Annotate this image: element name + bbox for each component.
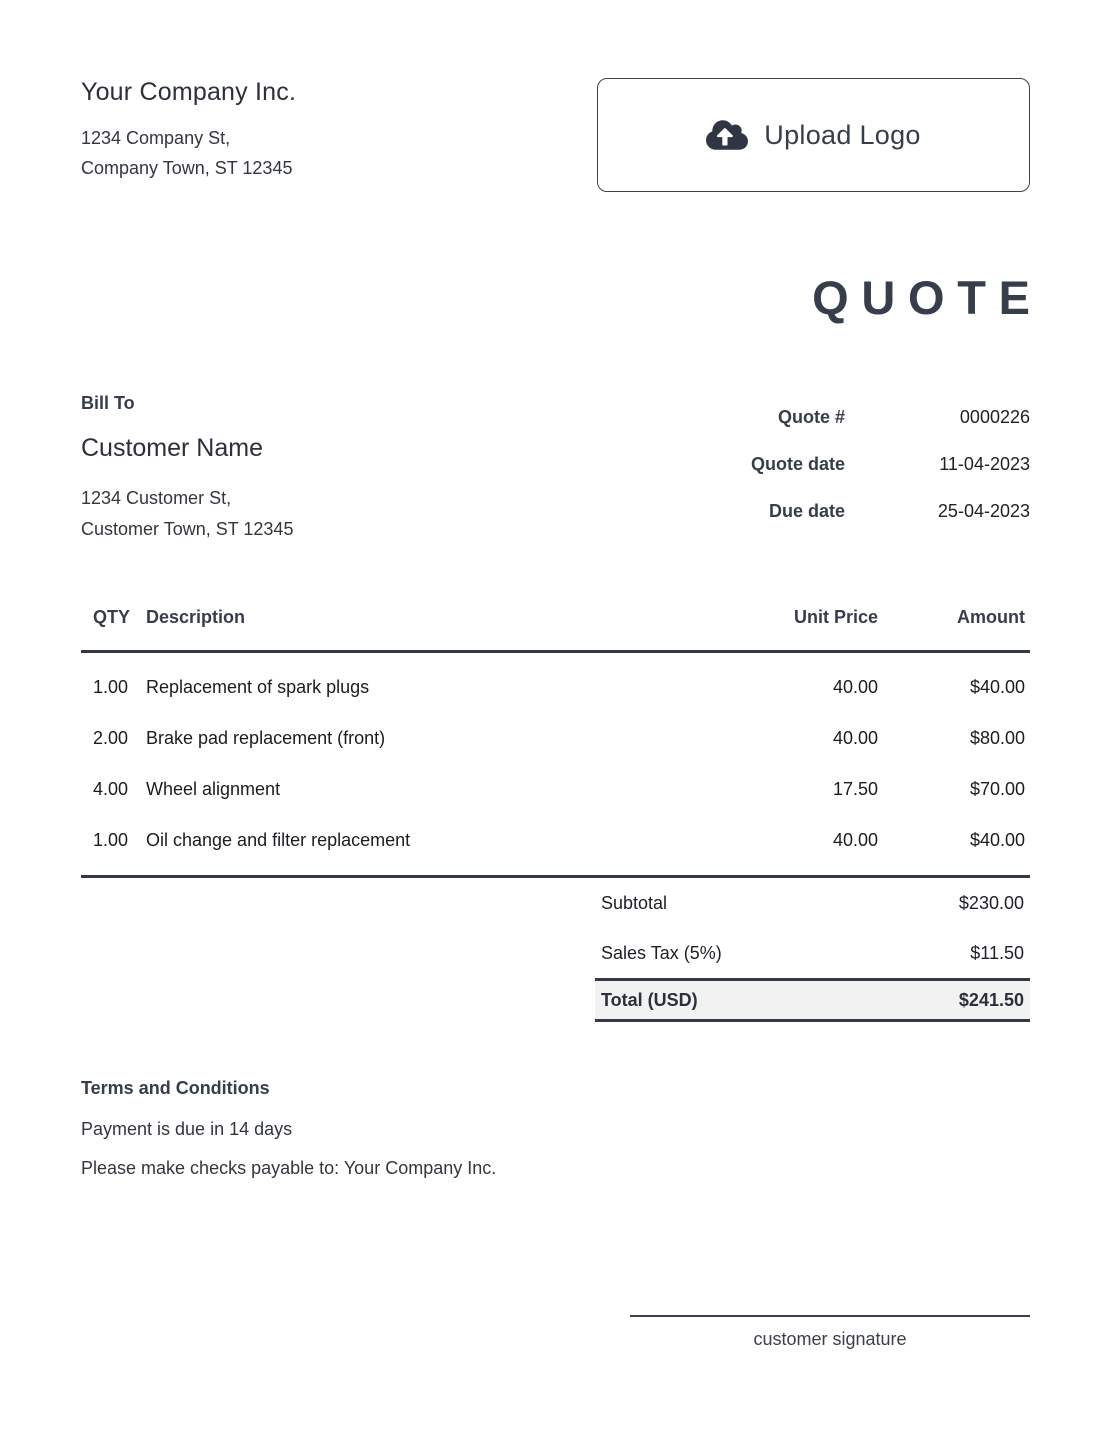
company-name: Your Company Inc. [81,78,297,106]
upload-logo-button[interactable] [597,78,1030,192]
signature-line [630,1315,1030,1317]
item-qty: 2.00 [93,728,129,748]
item-description: Oil change and filter replacement [146,830,411,850]
header [81,78,1030,192]
customer-address [81,483,293,545]
total-label: Total (USD) [601,989,698,1010]
customer-address-line2: Customer Town, ST 12345 [81,519,294,539]
subtotal-value: $230.00 [958,892,1024,913]
item-description: Wheel alignment [146,779,281,799]
item-qty: 1.00 [93,677,129,697]
sales-tax-value: $11.50 [970,942,1024,963]
unit-price-column-header: Unit Price [708,607,878,652]
item-amount: $80.00 [969,728,1025,748]
quote-number-value: 0000226 [959,407,1030,427]
signature-section [630,1315,1030,1350]
totals-section [595,878,1030,1022]
total-row [595,978,1030,1022]
due-date-value: 25-04-2023 [937,501,1030,521]
item-amount: $40.00 [969,830,1025,850]
company-address-line1: 1234 Company St, [81,128,231,148]
table-row [81,815,1030,875]
upload-logo-label: Upload Logo [764,119,921,150]
bill-to-section [81,393,293,545]
item-unit-price: 17.50 [832,779,878,799]
total-value: $241.50 [958,989,1024,1010]
signature-label: customer signature [753,1329,907,1349]
subtotal-label: Subtotal [601,892,668,913]
terms-heading: Terms and Conditions [81,1078,270,1098]
item-unit-price: 40.00 [832,677,878,697]
quote-meta [751,407,1030,522]
item-description: Replacement of spark plugs [146,677,370,697]
company-address [81,123,296,183]
items-table-header-row [81,607,1030,652]
subtotal-row [595,878,1030,928]
info-row [81,393,1030,545]
terms-line1: Payment is due in 14 days [81,1119,293,1139]
description-column-header: Description [133,607,708,652]
item-unit-price: 40.00 [832,830,878,850]
company-address-line2: Company Town, ST 12345 [81,158,293,178]
table-row [81,652,1030,714]
item-qty: 4.00 [93,779,129,799]
sales-tax-label: Sales Tax (5%) [601,942,722,963]
item-qty: 1.00 [93,830,129,850]
customer-name: Customer Name [81,434,263,462]
table-row [81,764,1030,815]
due-date-label: Due date [768,501,845,521]
table-row [81,713,1030,764]
item-amount: $70.00 [969,779,1025,799]
amount-column-header: Amount [878,607,1030,652]
company-info [81,78,296,183]
items-table [81,607,1030,875]
sales-tax-row [595,928,1030,978]
cloud-upload-icon [706,118,748,152]
item-amount: $40.00 [969,677,1025,697]
terms-section [81,1078,1030,1179]
bill-to-label: Bill To [81,393,135,413]
quote-date-value: 11-04-2023 [939,454,1030,474]
item-description: Brake pad replacement (front) [146,728,386,748]
quote-number-label: Quote # [777,407,845,427]
document-title: QUOTE [812,271,1043,324]
terms-line2: Please make checks payable to: Your Company Inc. [81,1158,497,1178]
quote-date-label: Quote date [750,454,845,474]
customer-address-line1: 1234 Customer St, [81,488,232,508]
qty-column-header: QTY [81,607,133,652]
item-unit-price: 40.00 [832,728,878,748]
